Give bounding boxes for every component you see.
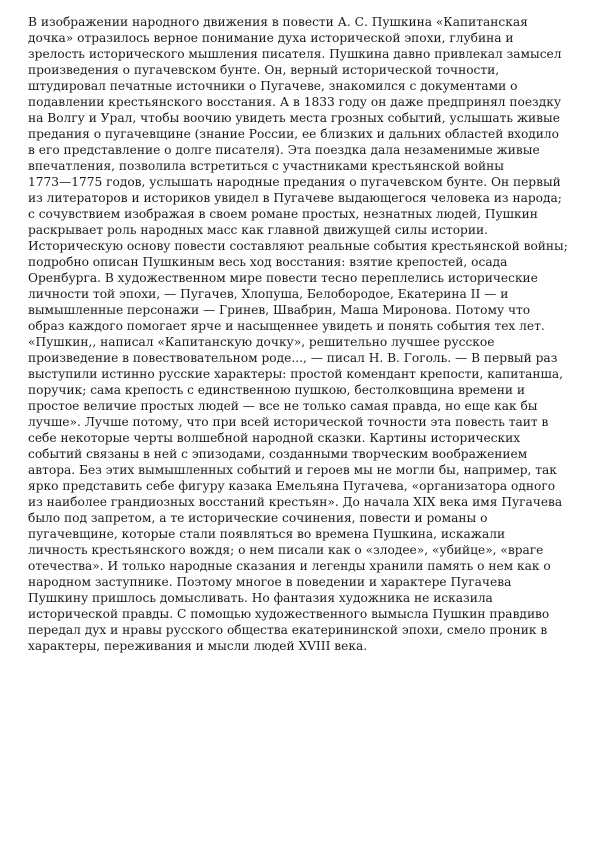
- text-line: отечества». И только народные сказания и легенды хранили память о нем как о: [28, 559, 551, 573]
- text-line: предания о пугачевщине (знание России, ее близких и дальних областей входило: [28, 127, 559, 141]
- text-line: поручик; сама крепость с единственною пушкою, бестолковщина времени и: [28, 383, 525, 397]
- text-line: раскрывает роль народных масс как главной движущей силы истории.: [28, 223, 488, 237]
- text-line: исторической правды. С помощью художественного вымысла Пушкин правдиво: [28, 607, 550, 621]
- text-line: дочка» отразилось верное понимание духа исторической эпохи, глубина и: [28, 31, 514, 45]
- text-line: произведения о пугачевском бунте. Он, верный исторической точности,: [28, 63, 500, 77]
- text-line: из литераторов и историков увидел в Пугачеве выдающегося человека из народа;: [28, 191, 562, 205]
- text-line: себе некоторые черты волшебной народной сказки. Картины исторических: [28, 431, 521, 445]
- text-line: народном заступнике. Поэтому многое в поведении и характере Пугачева: [28, 575, 512, 589]
- text-line: в его представление о долге писателя). Эта поездка дала незаменимые живые: [28, 143, 540, 157]
- text-line: подавлении крестьянского восстания. А в 1833 году он даже предпринял поездку: [28, 95, 561, 109]
- text-line: личность крестьянского вождя; о нем писали как о «злодее», «убийце», «враге: [28, 543, 544, 557]
- text-line: характеры, переживания и мысли людей XVIII века.: [28, 639, 368, 653]
- text-line: образ каждого помогает ярче и насыщеннее увидеть и понять события тех лет.: [28, 319, 545, 333]
- text-line: Оренбурга. В художественном мире повести тесно переплелись исторические: [28, 271, 538, 285]
- text-line: Пушкину пришлось домысливать. Но фантазия художника не исказила: [28, 591, 493, 605]
- body-text: [28, 14, 576, 654]
- text-line: на Волгу и Урал, чтобы воочию увидеть места грозных событий, услышать живые: [28, 111, 560, 125]
- text-line: произведение в повествовательном роде..., — писал Н. В. Гоголь. — В первый раз: [28, 351, 558, 365]
- text-line: личности той эпохи, — Пугачев, Хлопуша, Белобородое, Екатерина II — и: [28, 287, 509, 301]
- text-line: автора. Без этих вымышленных событий и героев мы не могли бы, например, так: [28, 463, 557, 477]
- text-line: передал дух и нравы русского общества екатерининской эпохи, смело проник в: [28, 623, 548, 637]
- text-line: из наиболее грандиозных восстаний крестьян». До начала XIX века имя Пугачева: [28, 495, 563, 509]
- text-line: зрелость исторического мышления писателя. Пушкина давно привлекал замысел: [28, 47, 562, 61]
- text-line: В изображении народного движения в повести А. С. Пушкина «Капитанская: [28, 15, 528, 29]
- text-line: лучше». Лучше потому, что при всей исторической точности эта повесть таит в: [28, 415, 549, 429]
- text-line: 1773—1775 годов, услышать народные предания о пугачевском бунте. Он первый: [28, 175, 561, 189]
- text-line: пугачевщине, которые стали появляться во времена Пушкина, искажали: [28, 527, 506, 541]
- text-line: было под запретом, а те исторические сочинения, повести и романы о: [28, 511, 488, 525]
- text-line: вымышленные персонажи — Гринев, Швабрин, Маша Миронова. Потому что: [28, 303, 531, 317]
- text-line: выступили истинно русские характеры: простой комендант крепости, капитанша,: [28, 367, 563, 381]
- text-line: подробно описан Пушкиным весь ход восстания: взятие крепостей, осада: [28, 255, 508, 269]
- text-line: ярко представить себе фигуру казака Емельяна Пугачева, «организатора одного: [28, 479, 556, 493]
- text-line: «Пушкин,, написал «Капитанскую дочку», решительно лучшее русское: [28, 335, 495, 349]
- text-line: штудировал печатные источники о Пугачеве, знакомился с документами о: [28, 79, 518, 93]
- text-line: Историческую основу повести составляют реальные события крестьянской войны;: [28, 239, 568, 253]
- text-line: с сочувствием изображая в своем романе простых, незнатных людей, Пушкин: [28, 207, 538, 221]
- text-line: впечатления, позволила встретиться с участниками крестьянской войны: [28, 159, 504, 173]
- text-line: простое величие простых людей — все не только самая правда, но еще как бы: [28, 399, 538, 413]
- text-line: событий связаны в ней с эпизодами, созданными творческим воображением: [28, 447, 528, 461]
